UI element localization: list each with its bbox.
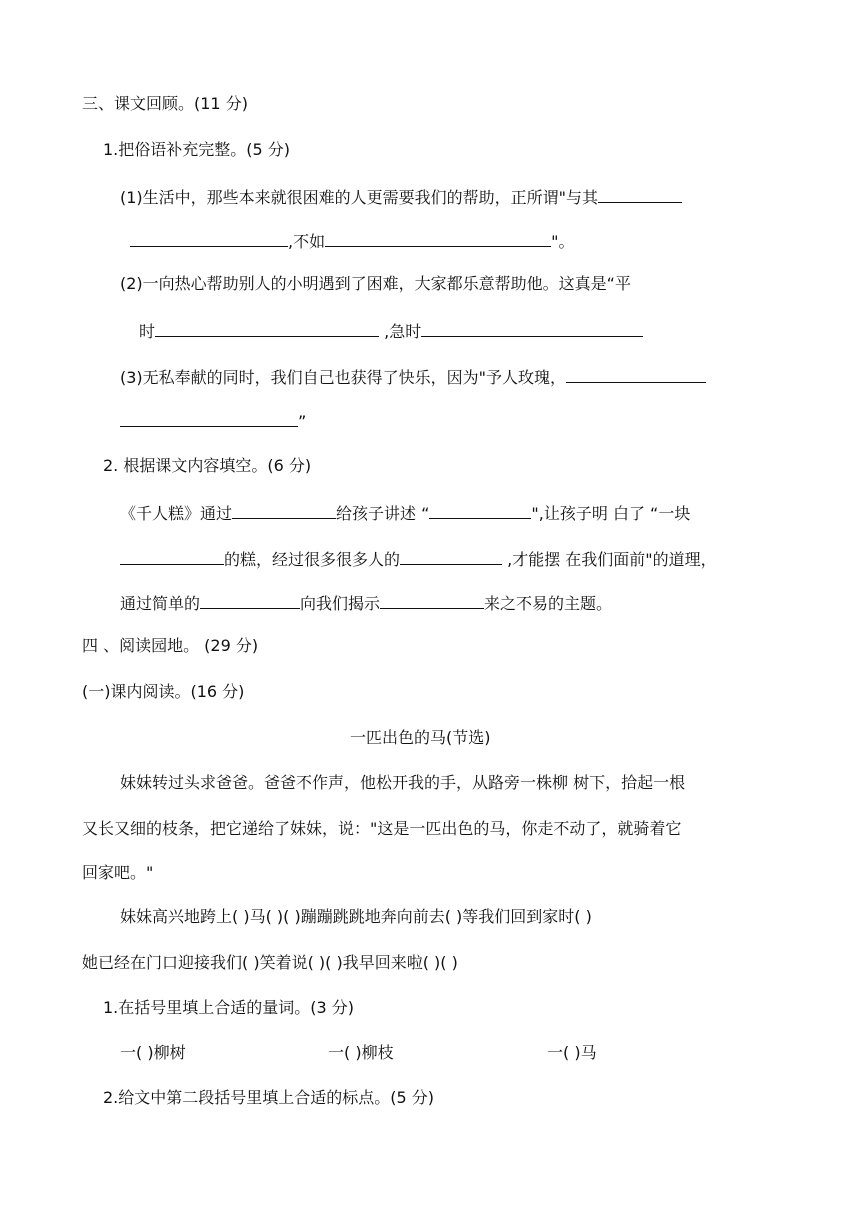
measure-word-option-2[interactable]: 一( )柳枝 [328,1043,394,1062]
q2-text-f: 通过简单的 [120,594,201,613]
answer-blank[interactable] [421,319,643,337]
reading-question-1-title: 1.在括号里填上合适的量词。(3 分) [103,998,355,1017]
question-2-title: 2. 根据课文内容填空。(6 分) [103,456,312,475]
question-1-item-2-line-1: (2)一向热心帮助别人的小明遇到了困难，大家都乐意帮助他。这真是“平 [120,274,631,293]
q2-text-b: 给孩子讲述 “ [336,504,430,523]
question-1-item-2-line-2 [139,319,643,341]
reading-subsection-heading: (一)课内阅读。(16 分) [82,682,245,701]
item-1-text-a: (1)生活中，那些本来就很困难的人更需要我们的帮助，正所谓"与其 [120,188,599,207]
answer-blank[interactable] [598,185,682,203]
item-2-text-c: ,急时 [379,322,422,341]
item-3-text-a: (3)无私奉献的同时，我们自己也获得了快乐，因为"予人玫瑰， [120,368,567,387]
answer-blank[interactable] [566,365,706,383]
q2-text-a: 《千人糕》通过 [120,504,233,523]
answer-blank[interactable] [120,409,298,427]
answer-blank[interactable] [232,501,336,519]
question-1-title: 1.把俗语补充完整。(5 分) [103,140,291,159]
answer-blank[interactable] [429,501,531,519]
q2-text-d: 的糕，经过很多很多人的 [224,550,401,569]
answer-blank[interactable] [130,229,288,247]
item-1-text-c: "。 [551,232,575,251]
section-three-heading: 三、课文回顾。(11 分) [82,94,248,113]
answer-blank[interactable] [200,591,300,609]
reading-question-2-title: 2.给文中第二段括号里填上合适的标点。(5 分) [103,1088,435,1107]
q2-text-g: 向我们揭示 [300,594,381,613]
question-1-item-3-line-1 [120,365,706,387]
answer-blank[interactable] [120,547,224,565]
question-2-line-2 [120,547,717,569]
question-2-line-3 [120,591,612,613]
item-3-text-b: ” [298,412,307,431]
passage-paragraph-1-line-2: 又长又细的枝条，把它递给了妹妹，说："这是一匹出色的马，你走不动了，就骑着它 [82,819,682,838]
q2-text-e: ,才能摆 在我们面前"的道理， [502,550,717,569]
passage-paragraph-1-line-3: 回家吧。" [82,863,154,882]
passage-paragraph-2-line-2: 她已经在门口迎接我们( )笑着说( )( )我早回来啦( )( ) [82,953,458,972]
q2-text-h: 来之不易的主题。 [484,594,613,613]
measure-word-option-1[interactable]: 一( )柳树 [120,1043,186,1062]
answer-blank[interactable] [155,319,379,337]
passage-paragraph-2-line-1: 妹妹高兴地跨上( )马( )( )蹦蹦跳跳地奔向前去( )等我们回到家时( ) [120,907,592,926]
measure-word-option-3[interactable]: 一( )马 [547,1043,597,1062]
answer-blank[interactable] [325,229,551,247]
passage-paragraph-1-line-1: 妹妹转过头求爸爸。爸爸不作声，他松开我的手，从路旁一株柳 树下，拾起一根 [120,773,686,792]
question-1-item-3-line-2 [120,409,306,431]
q2-text-c: ",让孩子明 白了 “一块 [531,504,691,523]
answer-blank[interactable] [380,591,484,609]
answer-blank[interactable] [400,547,502,565]
question-2-line-1 [120,501,690,523]
passage-title: 一匹出色的马(节选) [350,728,491,747]
question-1-item-1-line-1 [120,185,682,207]
question-1-item-1-line-2 [130,229,574,251]
section-four-heading: 四 、阅读园地。 (29 分) [82,636,259,655]
item-1-text-b: ,不如 [288,232,326,251]
item-2-text-b: 时 [139,322,156,341]
